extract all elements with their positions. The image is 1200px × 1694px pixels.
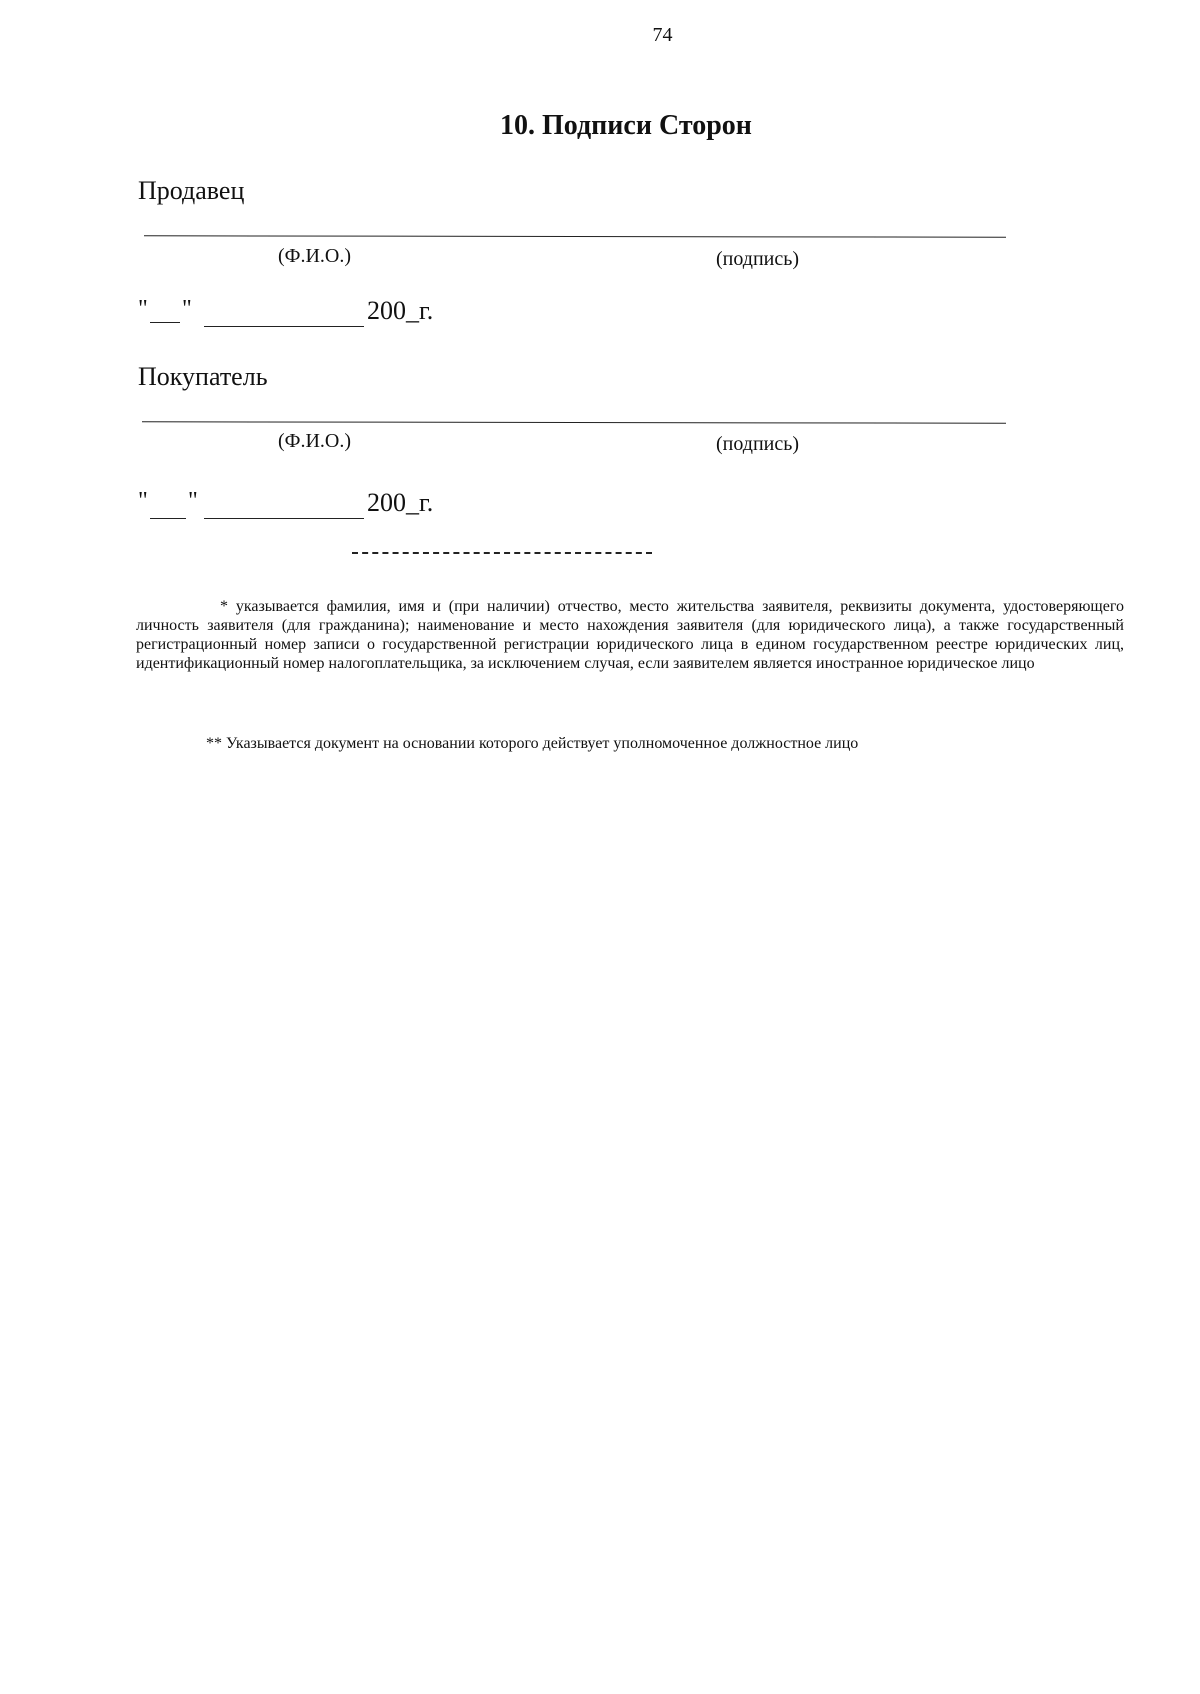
buyer-signature-line [142, 421, 1006, 424]
footnote-2-text: ** Указывается документ на основании которого действует уполномоченное должностное лицо [206, 735, 859, 752]
seller-label: Продавец [138, 176, 245, 205]
footnote-2 [136, 734, 1124, 753]
date-month-blank [204, 326, 364, 327]
date-year: 200_г. [367, 296, 434, 325]
seller-date-row [138, 296, 458, 330]
date-day-blank [150, 518, 186, 519]
buyer-date-row [138, 488, 458, 522]
date-day-blank [150, 322, 180, 323]
footnote-1 [136, 597, 1124, 673]
seller-name-caption: (Ф.И.О.) [278, 245, 352, 267]
date-open-quote: " [138, 296, 148, 322]
seller-signature-caption: (подпись) [716, 248, 800, 270]
date-year: 200_г. [367, 488, 434, 517]
seller-signature-line [144, 235, 1006, 238]
date-month-blank [204, 518, 364, 519]
section-title: 10. Подписи Сторон [500, 110, 752, 141]
footnote-separator [352, 552, 652, 554]
page-number: 74 [652, 24, 673, 46]
buyer-signature-caption: (подпись) [716, 433, 800, 455]
date-close-quote: " [188, 488, 198, 514]
date-open-quote: " [138, 488, 148, 514]
buyer-label: Покупатель [138, 362, 268, 391]
buyer-name-caption: (Ф.И.О.) [278, 430, 352, 452]
date-close-quote: " [182, 296, 192, 322]
footnote-1-text: * указывается фамилия, имя и (при наличии) отчество, место жительства заявителя, реквизиты документа, удостоверяющего личность заявителя (для гражданина); наименование и место нахождения заявителя (для юридического лица), а также государственный регистрационный номер записи о государственной регистрации юридического лица в едином государственном реестре юридических лиц, идентификационный номер налогоплательщика, за исключением случая, если заявителем является иностранное юридическое лицо [136, 598, 1124, 672]
